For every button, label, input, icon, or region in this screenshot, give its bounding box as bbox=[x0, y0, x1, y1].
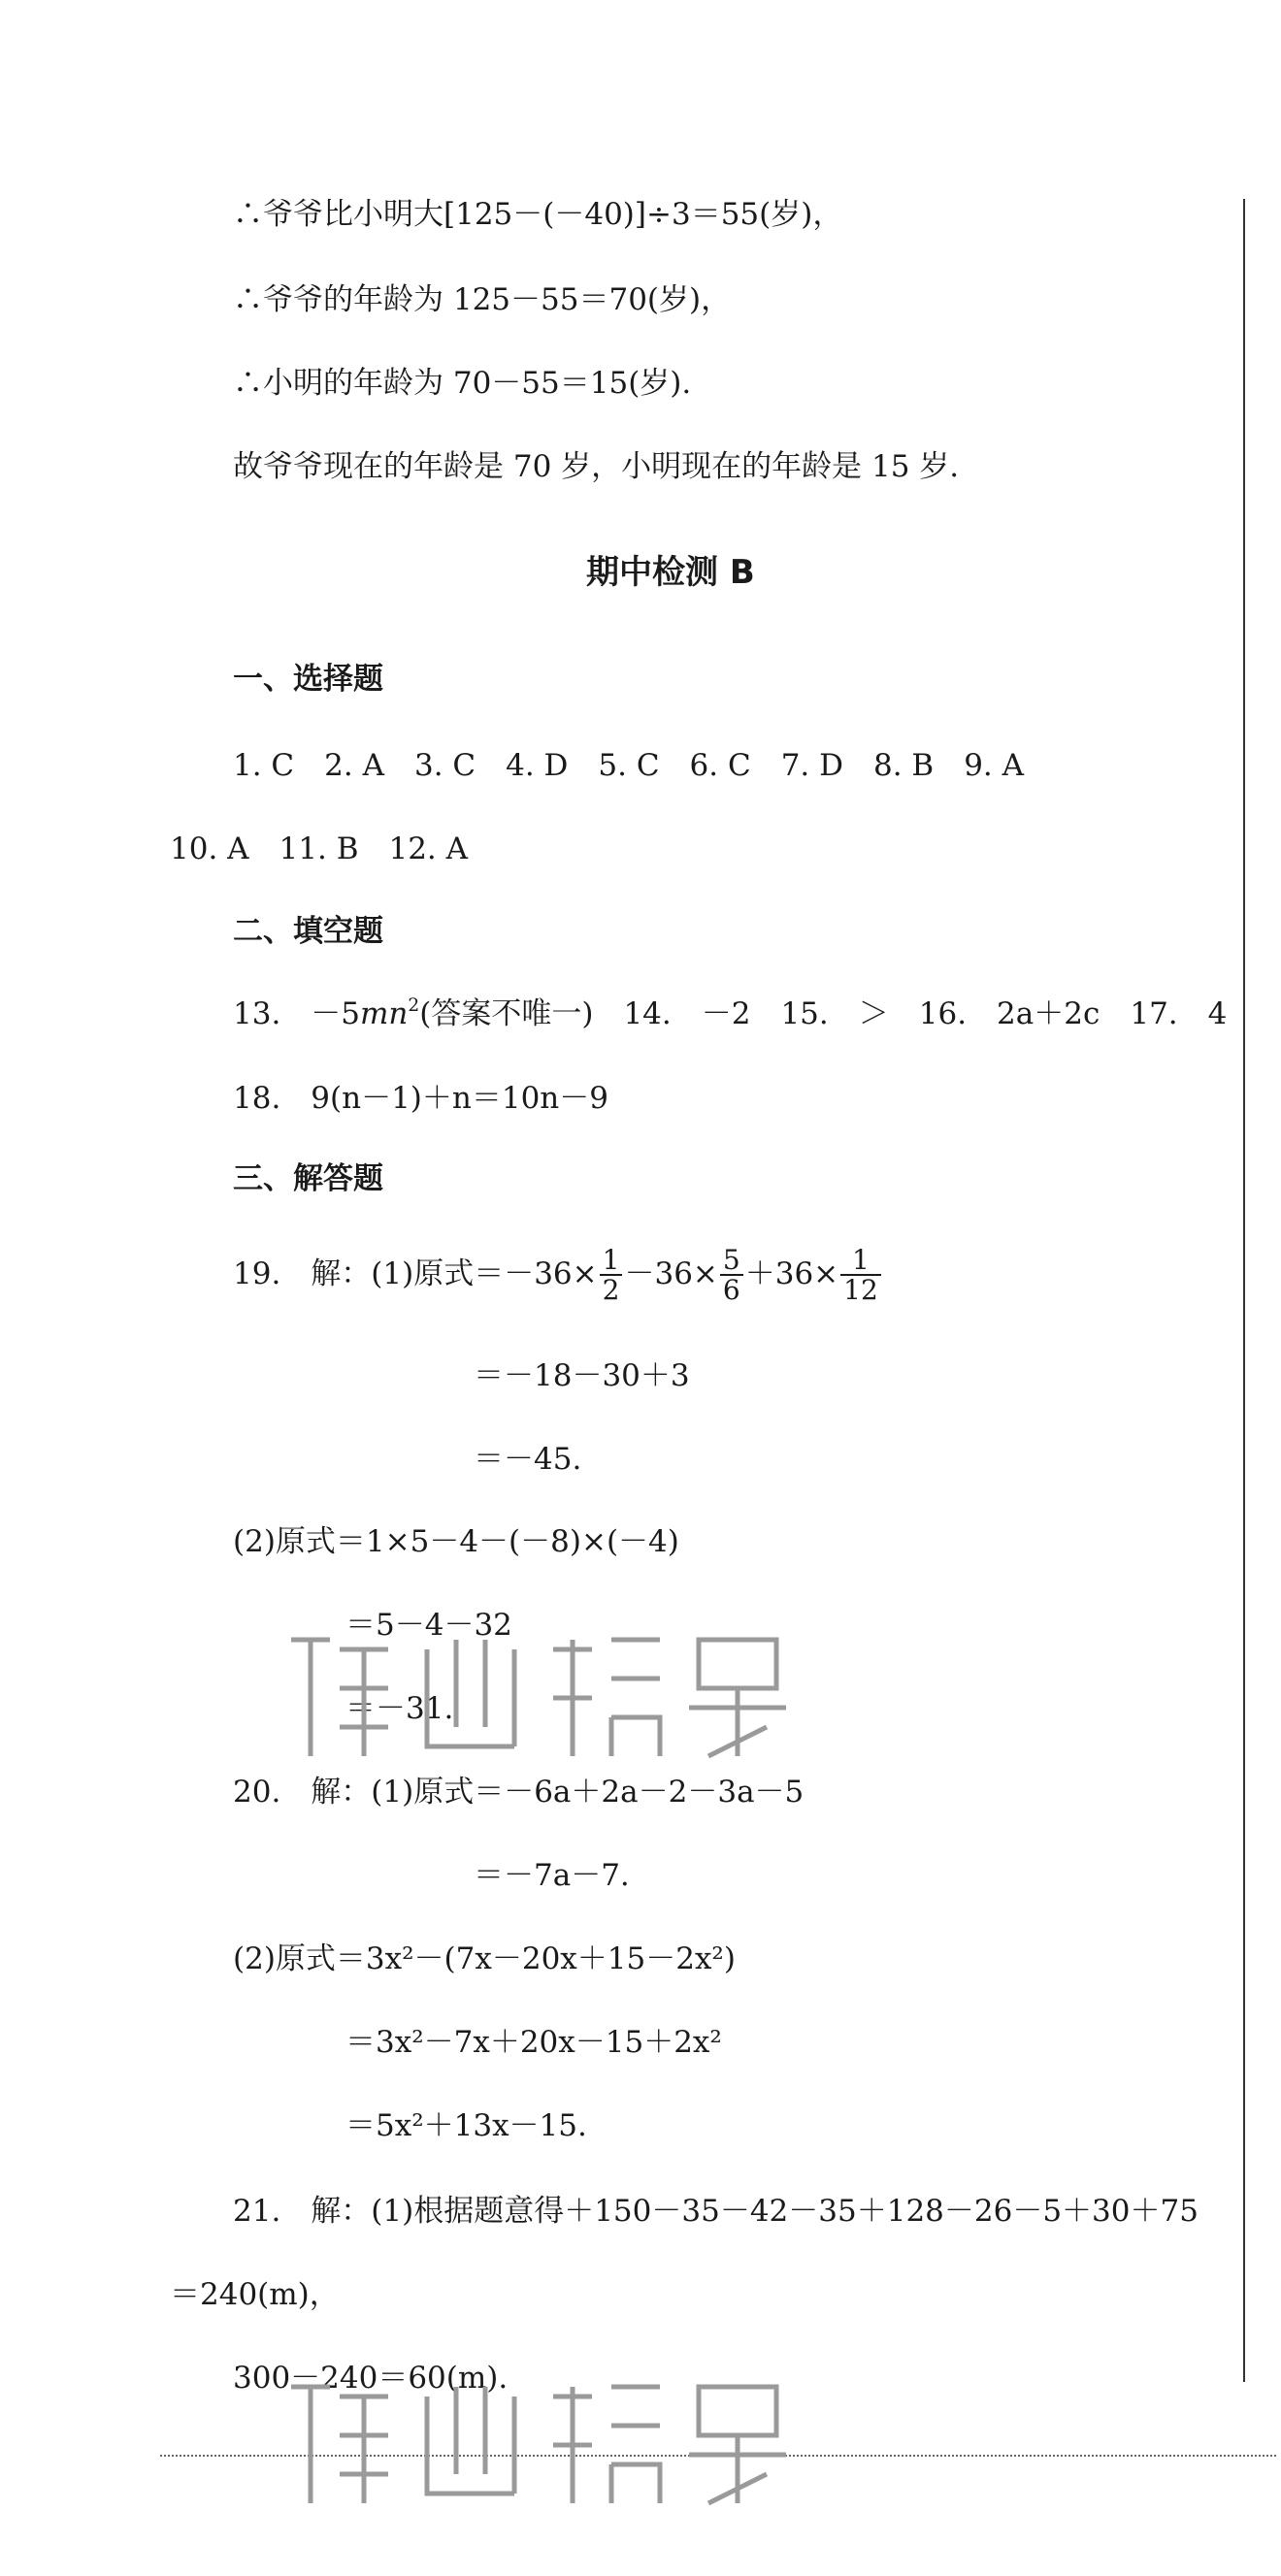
q19-line-1 bbox=[233, 1246, 883, 1305]
watermark-logo-1 bbox=[272, 1608, 815, 1810]
q19-step-3: ＝－45. bbox=[474, 1442, 582, 1477]
text-line-4: 故爷爷现在的年龄是 70 岁，小明现在的年龄是 15 岁. bbox=[233, 449, 960, 484]
watermark-logo-2 bbox=[272, 2358, 815, 2558]
heading-choice: 一、选择题 bbox=[233, 662, 383, 697]
q20-line-1: 20. 解：(1)原式＝－6a＋2a－2－3a－5 bbox=[233, 1775, 805, 1810]
q20-part-2: (2)原式＝3x²－(7x－20x＋15－2x²) bbox=[233, 1941, 736, 1976]
q19-mid-2: ＋36× bbox=[744, 1255, 839, 1291]
q19-mid: －36× bbox=[624, 1255, 718, 1291]
fraction-numerator: 1 bbox=[852, 1244, 870, 1276]
fraction-1-12 bbox=[840, 1246, 881, 1305]
q13-exponent: 2 bbox=[408, 995, 420, 1016]
q19-part-2-step-2: ＝5－4－32 bbox=[345, 1608, 512, 1643]
watermark-glyphs bbox=[272, 1608, 815, 1776]
watermark-glyphs bbox=[272, 2358, 815, 2523]
text-line-1: ∴爷爷比小明大[125－(－40)]÷3＝55(岁)， bbox=[233, 197, 843, 232]
fraction-1-2 bbox=[600, 1246, 623, 1305]
fraction-denominator: 2 bbox=[600, 1274, 623, 1304]
q19-part-2: (2)原式＝1×5－4－(－8)×(－4) bbox=[233, 1524, 679, 1559]
right-margin-rule bbox=[1243, 199, 1245, 2382]
q21-line-3: 300－240＝60(m). bbox=[233, 2361, 509, 2396]
q21-line-1: 21. 解：(1)根据题意得＋150－35－42－35＋128－26－5＋30＋75 bbox=[233, 2194, 1199, 2229]
fraction-5-6 bbox=[720, 1246, 743, 1305]
fraction-numerator: 1 bbox=[602, 1244, 620, 1276]
q19-step-2: ＝－18－30＋3 bbox=[474, 1358, 690, 1393]
choice-answers-row-1: 1. C 2. A 3. C 4. D 5. C 6. C 7. D 8. B 9. A bbox=[233, 748, 1025, 783]
q21-line-2: ＝240(m)， bbox=[170, 2277, 340, 2312]
q13-rest: (答案不唯一) 14. －2 15. ＞ 16. 2a＋2c 17. 4 bbox=[419, 996, 1228, 1031]
text-line-3: ∴小明的年龄为 70－55＝15(岁). bbox=[233, 366, 692, 401]
fraction-denominator: 6 bbox=[720, 1274, 743, 1304]
q20-part-2-step-2: ＝3x²－7x＋20x－15＋2x² bbox=[345, 2025, 722, 2060]
fill-answers-row-1 bbox=[233, 995, 1228, 1031]
choice-answers-row-2: 10. A 11. B 12. A bbox=[170, 831, 469, 866]
q19-intro: 19. 解：(1)原式＝－36× bbox=[233, 1255, 598, 1291]
text-line-2: ∴爷爷的年龄为 125－55＝70(岁)， bbox=[233, 282, 732, 317]
q20-part-2-step-3: ＝5x²＋13x－15. bbox=[345, 2108, 587, 2143]
fraction-numerator: 5 bbox=[722, 1244, 740, 1276]
heading-solve: 三、解答题 bbox=[233, 1161, 383, 1196]
q13-variable: mn bbox=[360, 996, 409, 1031]
section-title: 期中检测 B bbox=[586, 553, 755, 592]
q13-prefix: 13. －5 bbox=[233, 996, 361, 1031]
fraction-denominator: 12 bbox=[840, 1274, 881, 1304]
fill-answers-row-2: 18. 9(n－1)＋n＝10n－9 bbox=[233, 1081, 608, 1116]
q19-part-2-step-3: ＝－31. bbox=[345, 1691, 454, 1726]
heading-fill: 二、填空题 bbox=[233, 914, 383, 949]
q20-step-2: ＝－7a－7. bbox=[474, 1858, 630, 1893]
